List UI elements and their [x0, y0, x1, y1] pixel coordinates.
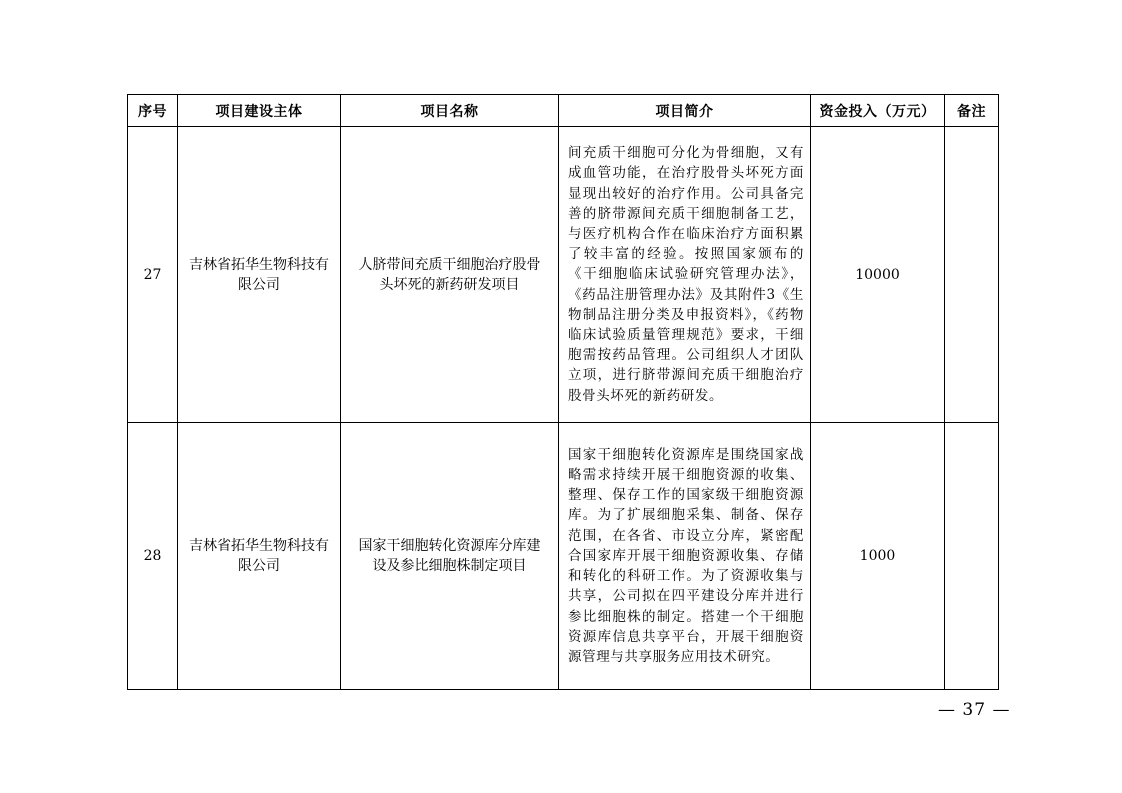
row-project-name: 人脐带间充质干细胞治疗股骨头坏死的新药研发项目 [341, 127, 559, 423]
header-remark: 备注 [945, 95, 999, 127]
row-remark [945, 423, 999, 690]
header-invest: 资金投入（万元） [811, 95, 945, 127]
header-seq: 序号 [128, 95, 178, 127]
page-number: — 37 — [938, 700, 1011, 720]
row-seq: 27 [128, 127, 178, 423]
row-remark [945, 127, 999, 423]
row-project-name: 国家干细胞转化资源库分库建设及参比细胞株制定项目 [341, 423, 559, 690]
table-header-row [128, 95, 999, 127]
header-name: 项目名称 [341, 95, 559, 127]
row-seq: 28 [128, 423, 178, 690]
header-entity: 项目建设主体 [178, 95, 341, 127]
header-intro: 项目简介 [559, 95, 811, 127]
row-intro: 间充质干细胞可分化为骨细胞，又有成血管功能，在治疗股骨头坏死方面显现出较好的治疗作用。公司具备完善的脐带源间充质干细胞制备工艺，与医疗机构合作在临床治疗方面积累了较丰富的经验。按照国家颁布的《干细胞临床试验研究管理办法》，《药品注册管理办法》及其附件3《生物制品注册分类及申报资料》，《药物临床试验质量管理规范》要求，干细胞需按药品管理。公司组织人才团队立项，进行脐带源间充质干细胞治疗股骨头坏死的新药研发。 [559, 127, 811, 423]
row-intro: 国家干细胞转化资源库是围绕国家战略需求持续开展干细胞资源的收集、整理、保存工作的国家级干细胞资源库。为了扩展细胞采集、制备、保存范围，在各省、市设立分库，紧密配合国家库开展干细胞资源收集、存储和转化的科研工作。为了资源收集与共享，公司拟在四平建设分库并进行参比细胞株的制定。搭建一个干细胞资源库信息共享平台，开展干细胞资源管理与共享服务应用技术研究。 [559, 423, 811, 690]
table-row [128, 423, 999, 690]
table-row [128, 127, 999, 423]
row-entity: 吉林省拓华生物科技有限公司 [178, 127, 341, 423]
row-entity: 吉林省拓华生物科技有限公司 [178, 423, 341, 690]
project-table [127, 94, 999, 690]
row-investment: 10000 [811, 127, 945, 423]
row-investment: 1000 [811, 423, 945, 690]
